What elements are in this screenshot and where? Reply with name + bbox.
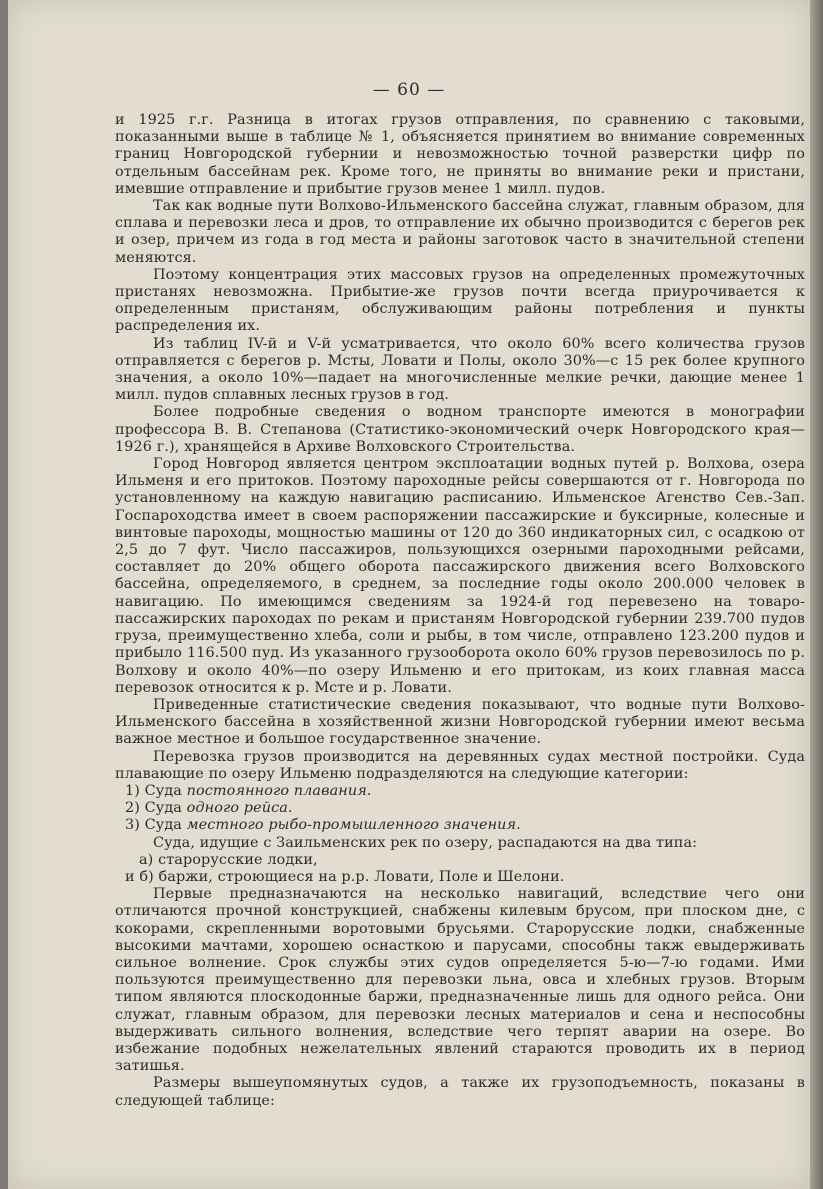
paragraph: Первые предназначаются на несколько навигаций, вследствие чего они отличаются прочной конструкцией, снабжены килевым брусом, при плоском дне, с кокорами, скрепленными воротовыми брусьями. Старорусские лодки, снабженные высокими мачтами, хорошею оснасткою и парусами, способны такж евыдерживать сильное волнение. Срок службы этих судов определяется 5-ю—7-ю годами. Ими пользуются преимущественно для перевозки льна, овса и хлебных грузов. Вторым типом являются плоскодонные баржи, предназначенные лишь для одного рейса. Они служат, главным образом, для перевозки лесных материалов и сена и неспособны выдерживать сильного волнения, вследствие чего терпят аварии на озере. Во избежание подобных нежелательных явлений стараются проводить их в период затишья.: [115, 886, 805, 1075]
page-number: — 60 —: [372, 80, 446, 100]
category-item: 2) Суда одного рейса.: [125, 800, 293, 817]
paragraph: Приведенные статистические сведения показывают, что водные пути Волхово-Ильменского бассейна в хозяйственной жизни Новгородской губернии имеют весьма важное местное и большое государственное значение.: [115, 696, 805, 748]
paragraph: Более подробные сведения о водном транспорте имеются в монографии профессора В. В. Степанова (Статистико-экономический очерк Новгородского края—1926 г.), хранящейся в Архиве Волховского Строительства.: [115, 404, 805, 455]
category-name: местного рыбо-промышленного значения.: [186, 817, 521, 834]
paragraph: и 1925 г.г. Разница в итогах грузов отправления, по сравнению с таковыми, показанными выше в таблице № 1, объясняется принятием во внимание современных границ Новгородской губернии и невозможностью точной разверстки цифр по отдельным бассейнам рек. Кроме того, не приняты во внимание реки и пристани, имевшие отправление и прибытие грузов менее 1 милл. пудов.: [115, 112, 805, 197]
type-item: и б) баржи, строющиеся на р.р. Ловати, Поле и Шелони.: [125, 868, 565, 885]
scan-edge: [810, 0, 823, 1189]
body-text: [115, 112, 805, 1110]
category-item: 3) Суда местного рыбо-промышленного значения.: [125, 817, 521, 834]
document-page: [8, 0, 810, 1189]
category-name: одного рейса.: [186, 800, 293, 817]
paragraph: Из таблиц IV-й и V-й усматривается, что около 60% всего количества грузов отправляется с берегов р. Мсты, Ловати и Полы, около 30%—с 15 рек более крупного значения, а около 10%—падает на многочисленные мелкие речки, дающие менее 1 милл. пудов сплавных лесных грузов в год.: [115, 335, 805, 404]
paragraph: Поэтому концентрация этих массовых грузов на определенных промежуточных пристанях невозможна. Прибытие-же грузов почти всегда приурочивается к определенным пристаням, обслуживающим районы потребления и пункты распределения их.: [115, 266, 805, 335]
category-item: 1) Суда постоянного плавания.: [125, 782, 372, 799]
types-intro: Суда, идущие с Заильменских рек по озеру, распадаются на два типа:: [153, 834, 698, 851]
paragraph: Размеры вышеупомянутых судов, а также их грузоподъемность, показаны в следующей таблице:: [115, 1075, 805, 1109]
category-name: постоянного плавания.: [186, 782, 372, 799]
paragraph: Город Новгород является центром эксплоатации водных путей р. Волхова, озера Ильменя и его притоков. Поэтому пароходные рейсы совершаются от г. Новгорода по установленному на каждую навигацию расписанию. Ильменское Агенство Сев.-Зап. Госпароходства имеет в своем распоряжении пассажирские и буксирные, колесные и винтовые пароходы, мощностью машины от 120 до 360 индикаторных сил, с осадкою от 2,5 до 7 фут. Число пассажиров, пользующихся озерными пароходными рейсами, составляет до 20% общего оборота пассажирского движения всего Волховского бассейна, определяемого, в среднем, за последние годы около 200.000 человек в навигацию. По имеющимся сведениям за 1924-й год перевезено на товаро-пассажирских пароходах по рекам и пристаням Новгородской губернии 239.700 пудов груза, преимущественно хлеба, соли и рыбы, в том числе, отправлено 123.200 пудов и прибыло 116.500 пуд. Из указанного грузооборота около 60% грузов перевозилось по р. Волхову и около 40%—по озеру Ильменю и его притокам, из коих главная масса перевозок относится к р. Мсте и р. Ловати.: [115, 456, 805, 696]
paragraph: Так как водные пути Волхово-Ильменского бассейна служат, главным образом, для сплава и перевозки леса и дров, то отправление их обычно производится с берегов рек и озер, причем из года в год места и районы заготовок часто в значительной степени меняются.: [115, 198, 805, 266]
paragraph: Перевозка грузов производится на деревянных судах местной постройки. Суда плавающие по озеру Ильменю подразделяются на следующие категории:: [115, 748, 805, 782]
type-item: а) старорусские лодки,: [139, 851, 318, 868]
